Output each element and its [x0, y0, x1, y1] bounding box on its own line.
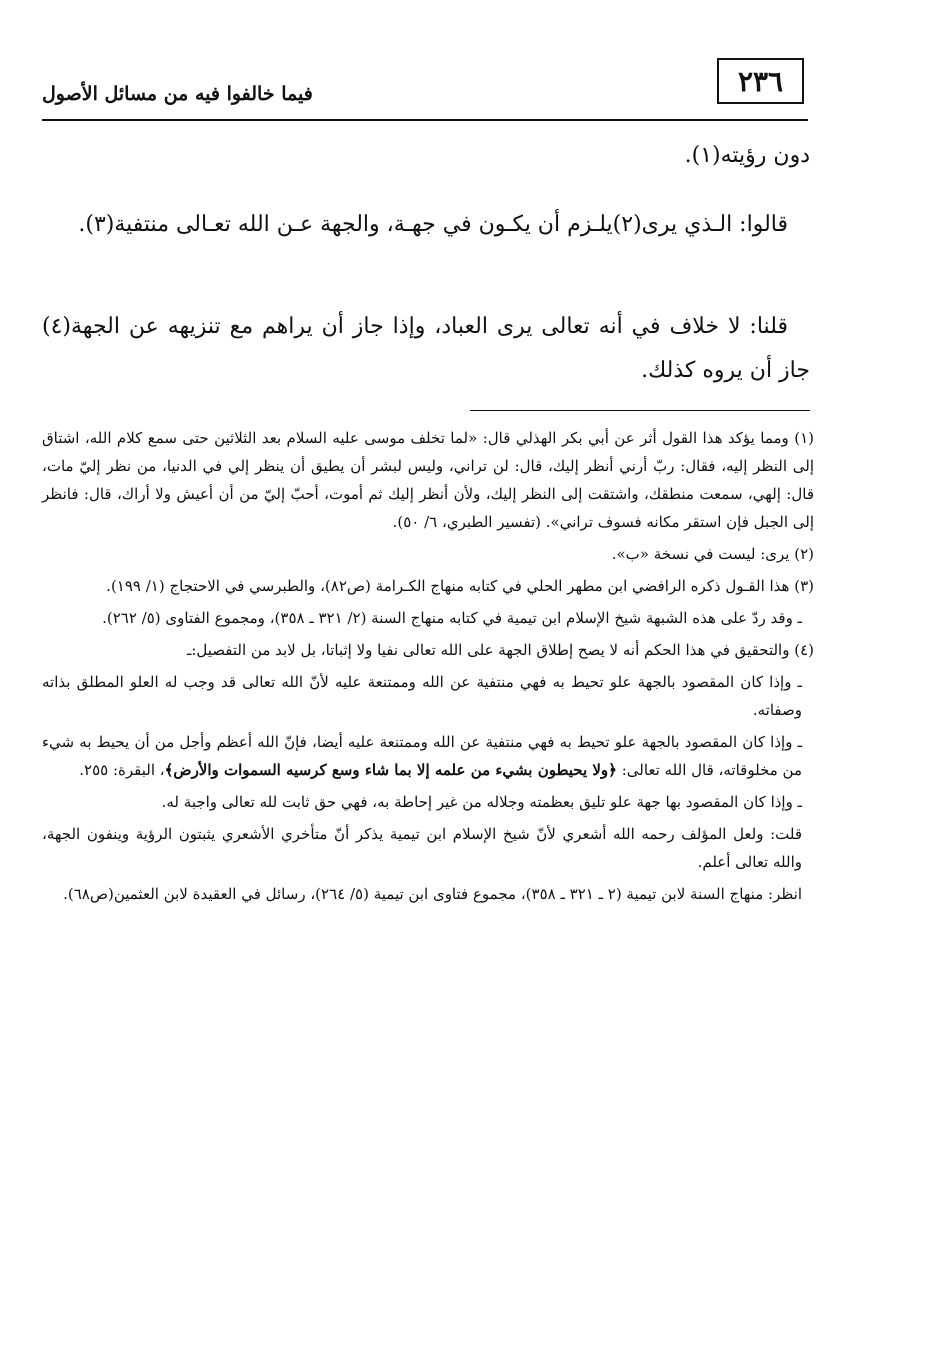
footnote-1: (١) ومما يؤكد هذا القول أثر عن أبي بكر الهذلي قال: «لما تخلف موسى عليه السلام بعد الثلاثين حتى سمع كلام الله، اشتاق إلى النظر إليه، فقال: ربّ أرني أنظر إليك، قال: لن تراني، وليس لبشر أن يطيق أن ينظر إلي في الدنيا، من نظر إليّ مات، قال: إلهي، سمعت منطقك، واشتقت إلى النظر إليك، ولأن أنظر إليك ثم أموت، أحبّ إليّ من أن أعيش ولا أراك، قال: فانظر إلى الجبل فإن استقر مكانه فسوف تراني». (تفسير الطبري، ٦/ ٥٠).: [42, 429, 814, 531]
running-title: فيما خالفوا فيه من مسائل الأصول: [42, 83, 313, 105]
page-number: ٢٣٦: [717, 58, 804, 104]
footnote-4-point-1: ـ وإذا كان المقصود بالجهة علو تحيط به فهي منتفية عن الله وممتنعة عليه لأنّ الله تعالى قد وجب له العلو المطلق بذاته وصفاته.: [42, 673, 802, 719]
footnote-2: (٢) يرى: ليست في نسخة «ب».: [611, 545, 814, 563]
footnote-4-point-3: ـ وإذا كان المقصود بها جهة علو تليق بعظمته وجلاله من غير إحاطة به، فهي حق ثابت لله تعالى واجبة له.: [161, 793, 802, 811]
footnote-3-addendum: ـ وقد ردّ على هذه الشبهة شيخ الإسلام ابن تيمية في كتابه منهاج السنة (٢/ ٣٢١ ـ ٣٥٨)، ومجموع الفتاوى (٥/ ٢٦٢).: [102, 609, 802, 627]
footnote-4-point-2-text: ـ وإذا كان المقصود بالجهة علو تحيط به فهي منتفية عن الله وممتنعة عليه أيضا، فإنّ الله أعظم وأجل من أن يحيط به شيء من مخلوقاته، قال الله تعالى:: [42, 733, 802, 779]
footnote-4: (٤) والتحقيق في هذا الحكم أنه لا يصح إطلاق الجهة على الله تعالى نفيا ولا إثباتا، بل لابد من التفصيل:ـ: [186, 641, 814, 659]
quran-quote: ﴿ولا يحيطون بشيء من علمه إلا بما شاء وسع كرسيه السموات والأرض﴾: [164, 761, 617, 779]
quran-reference: ، البقرة: ٢٥٥.: [79, 761, 165, 779]
footnote-4-references: انظر: منهاج السنة لابن تيمية (٢ ـ ٣٢١ ـ ٣٥٨)، مجموع فتاوى ابن تيمية (٥/ ٢٦٤)، رسائل في العقيدة لابن العثمين(ص٦٨).: [63, 885, 802, 903]
paragraph-1: دون رؤيته(١).: [684, 143, 810, 168]
paragraph-3: قلنا: لا خلاف في أنه تعالى يرى العباد، وإذا جاز أن يراهم مع تنزيهه عن الجهة(٤) جاز أن يروه كذلك.: [42, 314, 810, 383]
footnote-4-comment: قلت: ولعل المؤلف رحمه الله أشعري لأنّ شيخ الإسلام ابن تيمية يذكر أنّ متأخري الأشعري يثبتون الرؤية وينفون الجهة، والله تعالى أعلم.: [42, 825, 802, 871]
header-rule: [42, 119, 808, 121]
footnote-4-point-2: [42, 728, 814, 784]
paragraph-2: قالوا: الـذي يرى(٢)يلـزم أن يكـون في جهـة، والجهة عـن الله تعـالى منتفية(٣).: [78, 212, 788, 237]
footnote-separator: [470, 410, 810, 411]
footnotes: [42, 424, 814, 912]
footnote-3: (٣) هذا القـول ذكره الرافضي ابن مطهر الحلي في كتابه منهاج الكـرامة (ص٨٢)، والطبرسي في الاحتجاج (١/ ١٩٩).: [106, 577, 814, 595]
